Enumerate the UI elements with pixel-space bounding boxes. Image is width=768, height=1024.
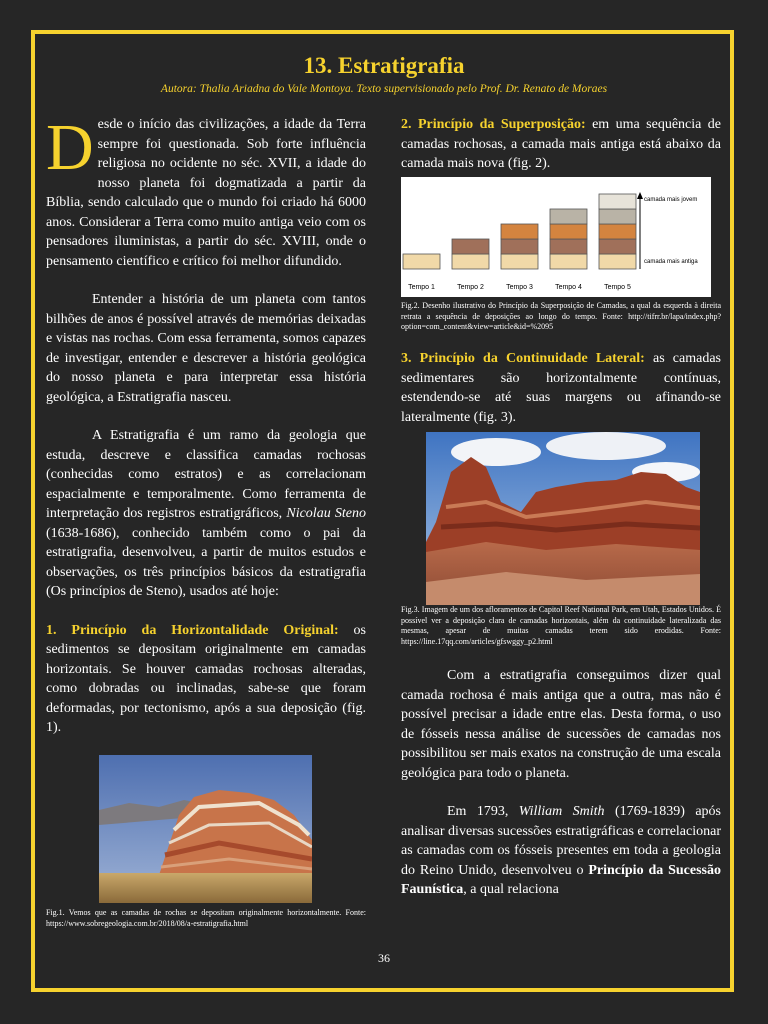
intro-text: esde o início das civilizações, a idade da Terra sempre foi questionada. Sob forte influência religiosa no ocidente no séc. XVII, a idade do nosso planeta foi dogmatizada a partir da Bíblia, sendo calculado que o mundo foi criado há 6000 anos. Considerar a Terra como muito antiga veio com os pensadores iluministas, a partir do séc. XVIII, onde o pensamento científico e crítico foi melhor difundido.	[46, 117, 366, 269]
figure-1-photo	[99, 755, 312, 903]
strata-layer	[599, 239, 636, 254]
paragraph-fossils: Com a estratigrafia conseguimos dizer qual camada rochosa é mais antiga que a outra, mas não é possível precisar a idade entre elas. Desta forma, o uso de fósseis nessa análise de sucessões de camadas nos possibilitou ser mais exatos na construção de uma escala geológica para todo o planeta.	[401, 668, 721, 781]
strata-layer	[501, 239, 538, 254]
strata-layer	[403, 254, 440, 269]
time-label: Tempo 3	[506, 284, 533, 291]
principle-3-heading: 3. Princípio da Continuidade Lateral:	[401, 351, 645, 366]
capitol-reef-image	[426, 432, 700, 605]
label-oldest: camada mais antiga	[644, 259, 698, 265]
paragraph-smith	[401, 802, 721, 900]
strata-layer	[452, 239, 489, 254]
figure-2-diagram	[401, 177, 711, 297]
principle-3-text: as camadas sedimentares são horizontalmente contínuas, estendendo-se até suas margens ou afinando-se lateralmente (fig. 3).	[401, 351, 722, 425]
strata-layer	[599, 224, 636, 239]
strata-layer	[599, 209, 636, 224]
time-label: Tempo 1	[408, 284, 435, 291]
intro-paragraph	[46, 111, 366, 271]
principle-3	[401, 349, 721, 427]
principle-1	[46, 621, 366, 738]
smith-name: William Smith	[518, 804, 605, 819]
strata-layer	[550, 224, 587, 239]
drop-cap: D	[46, 111, 94, 184]
principle-2-heading: 2. Princípio da Superposição:	[401, 117, 586, 132]
smith-text-b: (1769-1839) após analisar diversas sucessões estratigráficas e correlacionar as camadas com os fósseis presentes em toda a geologia do Reino Unido, desenvolveu o	[401, 804, 721, 878]
strata-layer	[501, 224, 538, 239]
page-title: 13. Estratigrafia	[303, 53, 465, 78]
strata-layer	[550, 239, 587, 254]
definition-text-b: (1638-1686), conhecido também como o pai da estratigrafia, desenvolveu, a partir de muitos estudos e observações, os três princípios básicos da estratigrafia (Os princípios de Steno), usados até hoje:	[46, 525, 366, 599]
strata-layer	[501, 254, 538, 269]
steno-name: Nicolau Steno	[286, 506, 367, 521]
left-column	[46, 111, 367, 738]
strata-layer	[550, 254, 587, 269]
principle-2	[401, 115, 721, 174]
label-youngest: camada mais jovem	[644, 197, 698, 203]
strata-layer	[452, 254, 489, 269]
figure-3-photo	[426, 432, 700, 605]
time-label: Tempo 2	[457, 284, 484, 291]
faunal-succession-term: Princípio da Sucessão Faunística	[401, 862, 722, 897]
principle-1-text: os sedimentos se depositam originalmente em camadas horizontais. Se houver camadas rochosas alteradas, como dobradas ou inclinadas, sabe-se que foram deformadas, por tectonismo, após a sua deposição (fig. 1).	[46, 622, 366, 735]
time-label: Tempo 4	[555, 284, 582, 291]
smith-text-c: , a qual relaciona	[463, 882, 559, 897]
figure-3-caption: Fig.3. Imagem de um dos afloramentos de Capitol Reef National Park, em Utah, Estados Unidos. É possível ver a deposição clara de camadas horizontais, além da continuidade lateralizada das mesmas, apesar de muitas camadas terem sido erodidas. Fonte: https://line.17qq.com/articles/gfswggy_p2.html	[401, 605, 721, 646]
figure-2-caption: Fig.2. Desenho ilustrativo do Princípio da Superposição de Camadas, a qual da esquerda à direita retrata a sequência de deposições ao longo do tempo. Fonte: http://tifrr.br/lapa/index.php?option=com_content&view=article&id=%2095	[401, 301, 721, 331]
author-line: Autora: Thalia Ariadna do Vale Montoya. Texto supervisionado pelo Prof. Dr. Renato de Moraes	[160, 83, 608, 95]
strata-layer	[550, 209, 587, 224]
definition-text-a: A Estratigrafia é um ramo da geologia que estuda, descreve e classifica camadas rochosas (conhecidas como estratos) e as correlacionam espacialmente e temporalmente. Como ferramenta de interpretação dos registros estratigráficos,	[46, 428, 366, 521]
paragraph-history: Entender a história de um planeta com tantos bilhões de anos é possível através de memórias deixadas e vistas nas rochas. Com essa ferramenta, somos capazes de investigar, entender e descrever a história geológica do nosso planeta e para interpretar essa história geológica, a Estratigrafia nasceu.	[46, 292, 366, 405]
strata-layer	[599, 194, 636, 209]
superposition-diagram	[401, 177, 711, 297]
strata-layer	[599, 254, 636, 269]
horizontal-strata-image	[99, 755, 312, 903]
right-column-lower	[401, 666, 721, 900]
principle-1-heading: 1. Princípio da Horizontalidade Original:	[46, 622, 339, 638]
page-number: 36	[378, 951, 390, 965]
figure-1-caption: Fig.1. Vemos que as camadas de rochas se depositam originalmente horizontalmente. Fonte: https://www.sobregeologia.com.br/2018/08/a-estratigrafia.html	[46, 908, 366, 928]
time-label: Tempo 5	[604, 284, 631, 291]
principle-2-text: em uma sequência de camadas rochosas, a camada mais antiga está abaixo da camada mais nova (fig. 2).	[401, 117, 721, 171]
paragraph-definition	[46, 426, 366, 602]
smith-text-a: Em 1793,	[447, 804, 519, 819]
